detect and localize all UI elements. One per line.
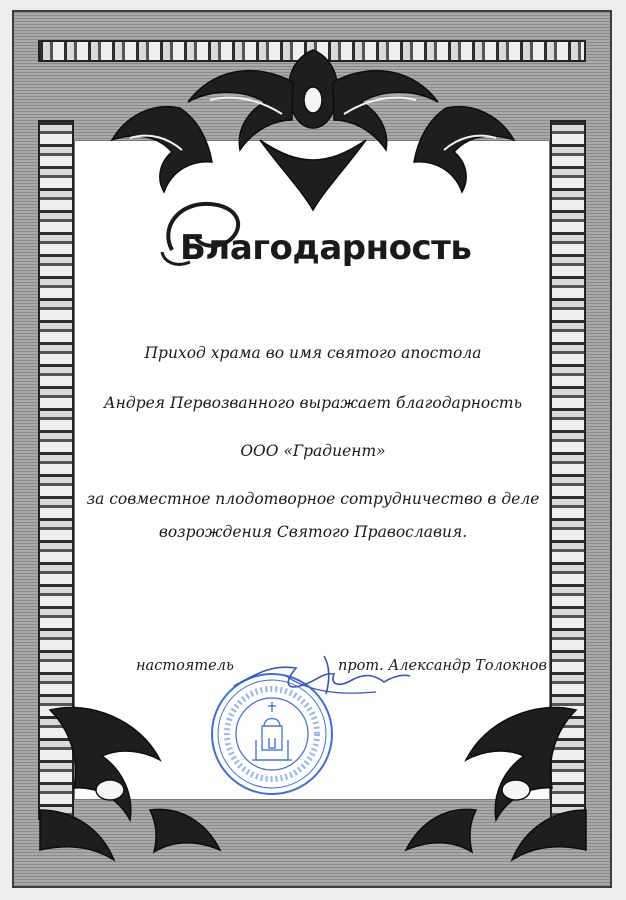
body-line-1: Приход храма во имя святого апостола [144, 344, 482, 362]
body-line-2: Андрея Первозванного выражает благодарность [103, 394, 523, 412]
title-text: Благодарность [180, 228, 472, 268]
signature-role: настоятель [136, 658, 234, 674]
body-line-5: возрождения Святого Православия. [158, 523, 468, 541]
certificate-title [150, 192, 480, 282]
signatory-name: прот. Александр Толокнов [338, 658, 547, 674]
acanthus-crown-ornament-icon [60, 20, 566, 220]
body-line-3: ООО «Градиент» [240, 442, 386, 460]
bottom-right-acanthus-icon [396, 690, 596, 880]
handwritten-signature-icon [226, 646, 416, 702]
bottom-left-acanthus-icon [30, 690, 230, 880]
body-line-4: за совместное плодотворное сотрудничество в деле [86, 490, 540, 508]
